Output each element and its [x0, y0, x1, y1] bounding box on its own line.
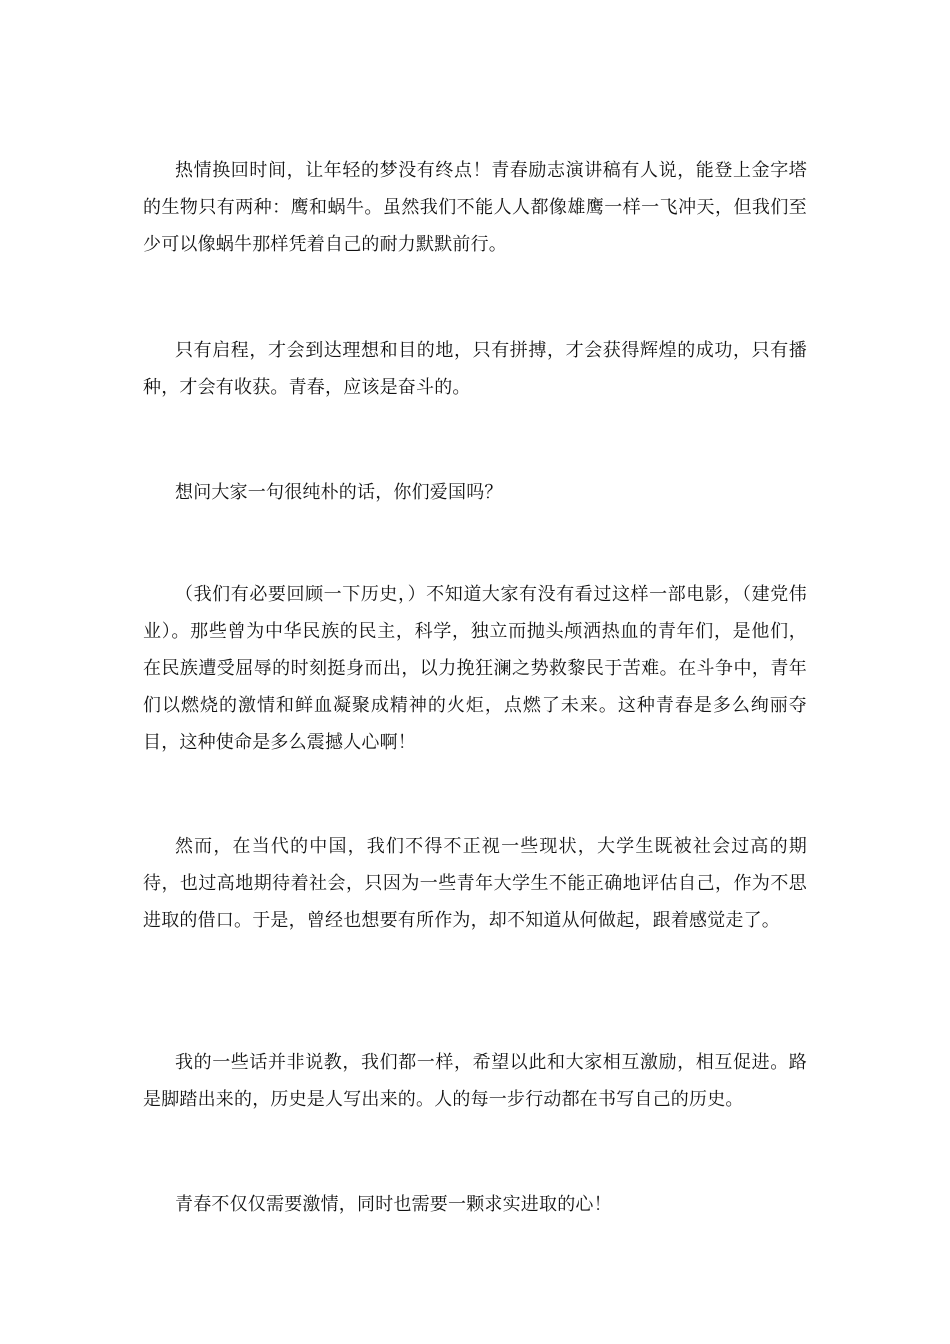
- paragraph-3: 想问大家一句很纯朴的话，你们爱国吗？: [175, 482, 503, 503]
- paragraph-2: 只有启程，才会到达理想和目的地，只有拼搏，才会获得辉煌的成功，只有播种，才会有收获。青春，应该是奋斗的。: [143, 340, 807, 398]
- paragraph-4: （我们有必要回顾一下历史，）不知道大家有没有看过这样一部电影，（建党伟业）。那些曾为中华民族的民主，科学，独立而抛头颅洒热血的青年们，是他们，在民族遭受屈辱的时刻挺身而出，以力挽狂澜之势救黎民于苦难。在斗争中，青年们以燃烧的激情和鲜血凝聚成精神的火炬，点燃了未来。这种青春是多么绚丽夺目，这种使命是多么震撼人心啊！: [143, 584, 807, 753]
- paragraph-1: 热情换回时间，让年轻的梦没有终点！青春励志演讲稿有人说，能登上金字塔的生物只有两种：鹰和蜗牛。虽然我们不能人人都像雄鹰一样一飞冲天，但我们至少可以像蜗牛那样凭着自己的耐力默默前行。: [143, 160, 807, 255]
- paragraph-7: 青春不仅仅需要激情，同时也需要一颗求实进取的心！: [175, 1194, 612, 1215]
- paragraph-6: 我的一些话并非说教，我们都一样，希望以此和大家相互激励，相互促进。路是脚踏出来的，历史是人写出来的。人的每一步行动都在书写自己的历史。: [143, 1052, 807, 1110]
- paragraph-5: 然而，在当代的中国，我们不得不正视一些现状，大学生既被社会过高的期待，也过高地期待着社会，只因为一些青年大学生不能正确地评估自己，作为不思进取的借口。于是，曾经也想要有所作为，却不知道从何做起，跟着感觉走了。: [143, 836, 807, 931]
